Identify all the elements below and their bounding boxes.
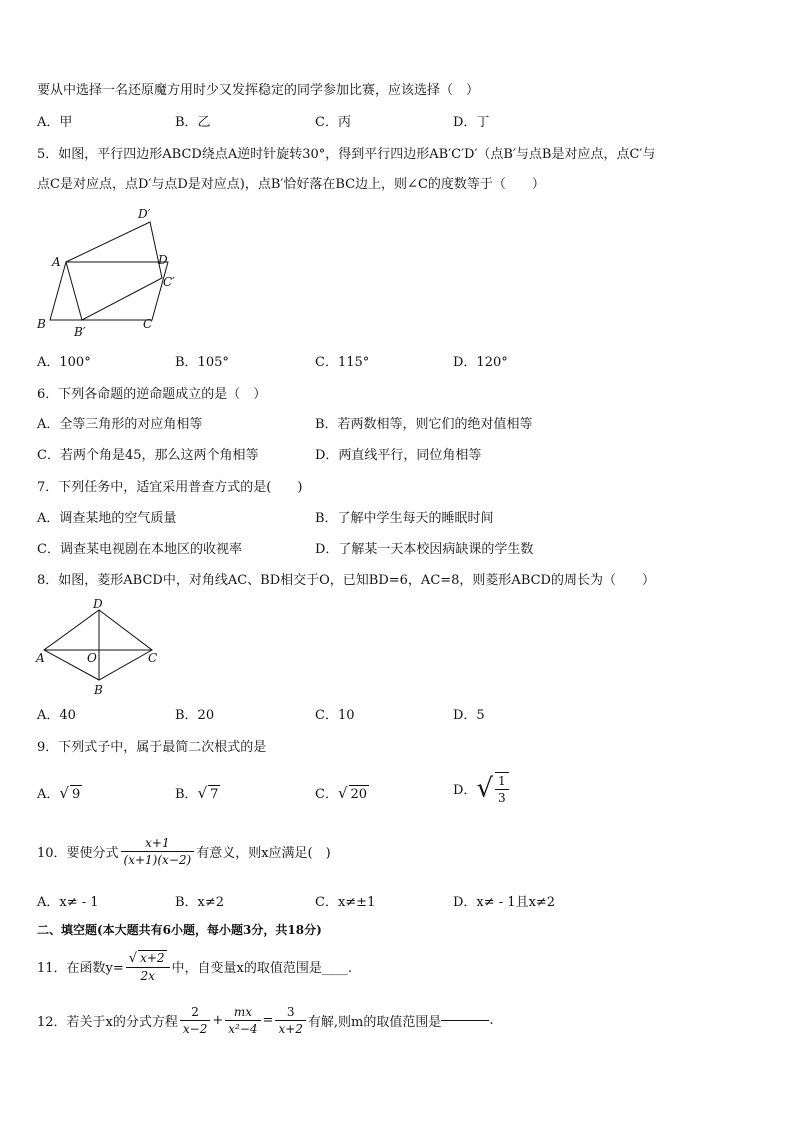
q7-option-c: C．调查某电视剧在本地区的收视率 (37, 542, 242, 557)
label-c: C (143, 317, 153, 331)
q5-stem-line2: 点C是对应点，点D′与点D是对应点)，点B′恰好落在BC边上，则∠C的度数等于（ ） (37, 177, 545, 192)
parallelogram-ab1c1d1 (66, 222, 162, 320)
q12-f2-numerator: mx (225, 1005, 260, 1021)
section-2-heading: 二、填空题(本大题共有6小题，每小题3分，共18分) (37, 923, 322, 937)
q12-equals: = (262, 1013, 274, 1028)
q11-stem-post: 中，自变量x的取值范围是____. (171, 961, 353, 976)
q8-stem: 8．如图，菱形ABCD中，对角线AC、BD相交于O，已知BD=6，AC=8，则菱形ABCD的周长为（ ） (37, 573, 655, 588)
q9-option-d: D．√ $\frac{1}{3}$ (453, 772, 511, 805)
q11-stem: 11．在函数y= $\frac{√ x+2}{2x}$ 中，自变量x的取值范围是____. (37, 951, 353, 983)
q5-stem-line1: 5．如图，平行四边形ABCD绕点A逆时针旋转30°，得到平行四边形AB′C′D′（点B′与点B是对应点，点C′与 (37, 147, 656, 162)
label-o: O (87, 651, 97, 665)
label-d-prime: D′ (138, 207, 151, 221)
q6-stem: 6．下列各命题的逆命题成立的是（ ） (37, 387, 267, 402)
parallelogram-abcd (50, 262, 168, 320)
q10-option-c: C．x≠±1 (315, 895, 376, 910)
q8-option-b: B．20 (175, 708, 215, 723)
q7-stem: 7．下列任务中，适宜采用普查方式的是( ) (37, 480, 303, 495)
q5-parallelogram-figure (30, 202, 190, 342)
q10-denominator: (x+1)(x−2) (123, 853, 192, 867)
label-c-prime: C′ (163, 275, 175, 289)
option-label: D． (453, 783, 477, 798)
option-label: B． (175, 787, 198, 802)
q9-stem: 9．下列式子中，属于最简二次根式的是 (37, 740, 267, 755)
label-a: A (36, 651, 45, 665)
q12-f3-denominator: x+2 (278, 1022, 303, 1036)
q8-option-c: C．10 (315, 708, 355, 723)
q7-option-b: B．了解中学生每天的睡眠时间 (315, 511, 494, 526)
label-c: C (148, 651, 158, 665)
radicand: 7 (210, 787, 219, 802)
q4-stem-tail: 要从中选择一名还原魔方用时少又发挥稳定的同学参加比赛，应该选择（ ） (37, 83, 480, 98)
q12-stem-post: 有解,则m的取值范围是 (307, 1015, 442, 1030)
label-d: D (158, 253, 168, 267)
label-b: B (94, 683, 103, 697)
q10-numerator: x+1 (121, 836, 195, 852)
q12-f3-numerator: 3 (275, 1005, 305, 1021)
q6-option-d: D．两直线平行，同位角相等 (315, 448, 482, 463)
q5-option-d: D．120° (453, 355, 508, 370)
q10-stem (37, 836, 331, 867)
q5-option-b: B．105° (175, 355, 229, 370)
option-label: C． (315, 787, 338, 802)
q9-option-c: C．√ 20 (315, 784, 368, 802)
q10-stem-pre: 10．要使分式 (37, 846, 119, 861)
label-b: B (37, 317, 46, 331)
q6-option-a: A．全等三角形的对应角相等 (37, 417, 203, 432)
q5-option-c: C．115° (315, 355, 370, 370)
q5-option-a: A．100° (37, 355, 91, 370)
q8-option-d: D．5 (453, 708, 485, 723)
q10-option-b: B．x≠2 (175, 895, 225, 910)
label-a: A (52, 255, 61, 269)
q10-option-a: A．x≠ - 1 (37, 895, 99, 910)
q12-stem (37, 1005, 494, 1036)
fraction-numerator: 1 (495, 774, 509, 790)
q6-option-c: C．若两个角是45，那么这两个角相等 (37, 448, 259, 463)
q7-option-a: A．调查某地的空气质量 (37, 511, 177, 526)
q12-f1-denominator: x−2 (182, 1022, 208, 1036)
q4-option-d: D．丁 (453, 115, 490, 130)
q11-stem-pre: 11．在函数y= (37, 961, 124, 976)
q4-option-c: C．丙 (315, 115, 351, 130)
q12-stem-pre: 12．若关于x的分式方程 (37, 1015, 178, 1030)
q6-option-b: B．若两数相等，则它们的绝对值相等 (315, 417, 533, 432)
q7-option-d: D．了解某一天本校因病缺课的学生数 (315, 542, 534, 557)
q11-denominator: 2x (140, 969, 155, 983)
q12-answer-blank[interactable] (441, 1020, 489, 1021)
rhombus-abcd (44, 610, 152, 680)
q9-option-a: A．√ 9 (37, 784, 81, 802)
q8-option-a: A．40 (37, 708, 76, 723)
q8-rhombus-figure (32, 596, 164, 700)
q12-stem-end: . (489, 1013, 494, 1028)
q12-f2-denominator: x²−4 (228, 1022, 258, 1036)
q12-plus: + (212, 1013, 224, 1028)
q11-radicand: x+2 (140, 951, 165, 965)
label-b-prime: B′ (74, 325, 86, 339)
q4-option-b: B．乙 (175, 115, 211, 130)
radicand: 9 (71, 787, 81, 802)
fraction-denominator: 3 (498, 791, 506, 805)
q10-option-d: D．x≠ - 1且x≠2 (453, 895, 556, 910)
label-d: D (93, 597, 103, 611)
radicand: 20 (350, 787, 368, 802)
q4-option-a: A．甲 (37, 115, 73, 130)
q9-option-b: B．√ 7 (175, 784, 219, 802)
q12-f1-numerator: 2 (180, 1005, 210, 1021)
option-label: A． (37, 787, 60, 802)
q10-stem-post: 有意义，则x应满足( ) (196, 846, 331, 861)
